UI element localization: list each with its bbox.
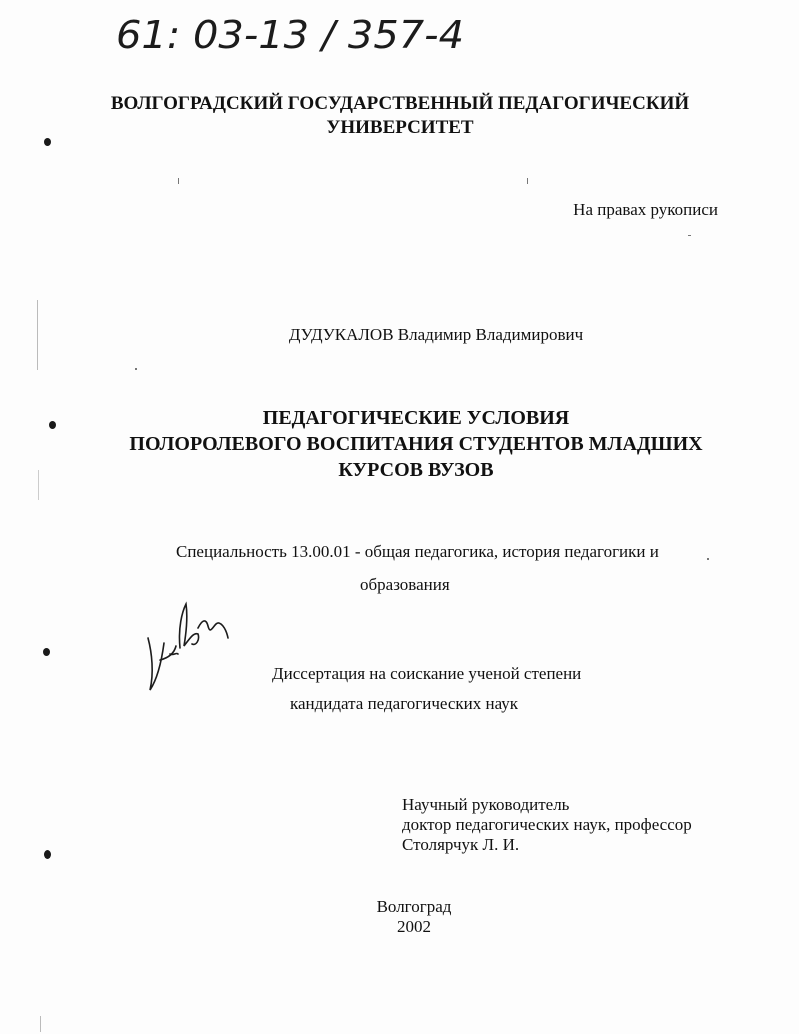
binding-hole-mark [49, 421, 56, 429]
advisor-role: Научный руководитель [402, 795, 570, 814]
city: Волгоград [376, 897, 452, 916]
scan-speck [40, 1016, 41, 1032]
scan-speck [37, 300, 38, 370]
binding-hole-mark [44, 138, 51, 146]
specialty-line-1: Специальность 13.00.01 - общая педагогика, история педагогики и [176, 542, 659, 561]
scan-speck [707, 558, 709, 560]
binding-hole-mark [44, 850, 51, 859]
specialty-line-2: образования [360, 575, 450, 594]
scan-speck [38, 470, 39, 500]
advisor-name: Столярчук Л. И. [402, 835, 520, 854]
dissertation-title [60, 405, 772, 483]
scan-speck [527, 178, 528, 184]
university-line-2: УНИВЕРСИТЕТ [326, 117, 474, 138]
svg-text:61: 03-13 / 357-4: 61: 03-13 / 357-4 [116, 13, 464, 57]
city-year [330, 897, 498, 937]
signature-mark [140, 598, 240, 698]
university-name [80, 92, 720, 140]
scan-speck [688, 235, 691, 236]
manuscript-rights-note: На правах рукописи [573, 200, 718, 219]
advisor-degree: доктор педагогических наук, профессор [402, 815, 692, 834]
title-line-3: КУРСОВ ВУЗОВ [338, 459, 494, 481]
dissertation-degree-line-1: Диссертация на соискание ученой степени [272, 664, 582, 683]
dissertation-degree-line-2: кандидата педагогических наук [290, 694, 519, 713]
title-line-2: ПОЛОРОЛЕВОГО ВОСПИТАНИЯ СТУДЕНТОВ МЛАДШИХ [129, 433, 703, 455]
catalog-number-handwritten [112, 6, 472, 62]
scan-speck [178, 178, 179, 184]
author-name: ДУДУКАЛОВ Владимир Владимирович [288, 325, 584, 344]
binding-hole-mark [43, 648, 50, 656]
scan-speck [135, 368, 137, 370]
scientific-advisor [402, 795, 742, 855]
year: 2002 [397, 917, 431, 936]
title-line-1: ПЕДАГОГИЧЕСКИЕ УСЛОВИЯ [262, 407, 570, 429]
university-line-1: ВОЛГОГРАДСКИЙ ГОСУДАРСТВЕННЫЙ ПЕДАГОГИЧЕСКИЙ [110, 93, 690, 114]
